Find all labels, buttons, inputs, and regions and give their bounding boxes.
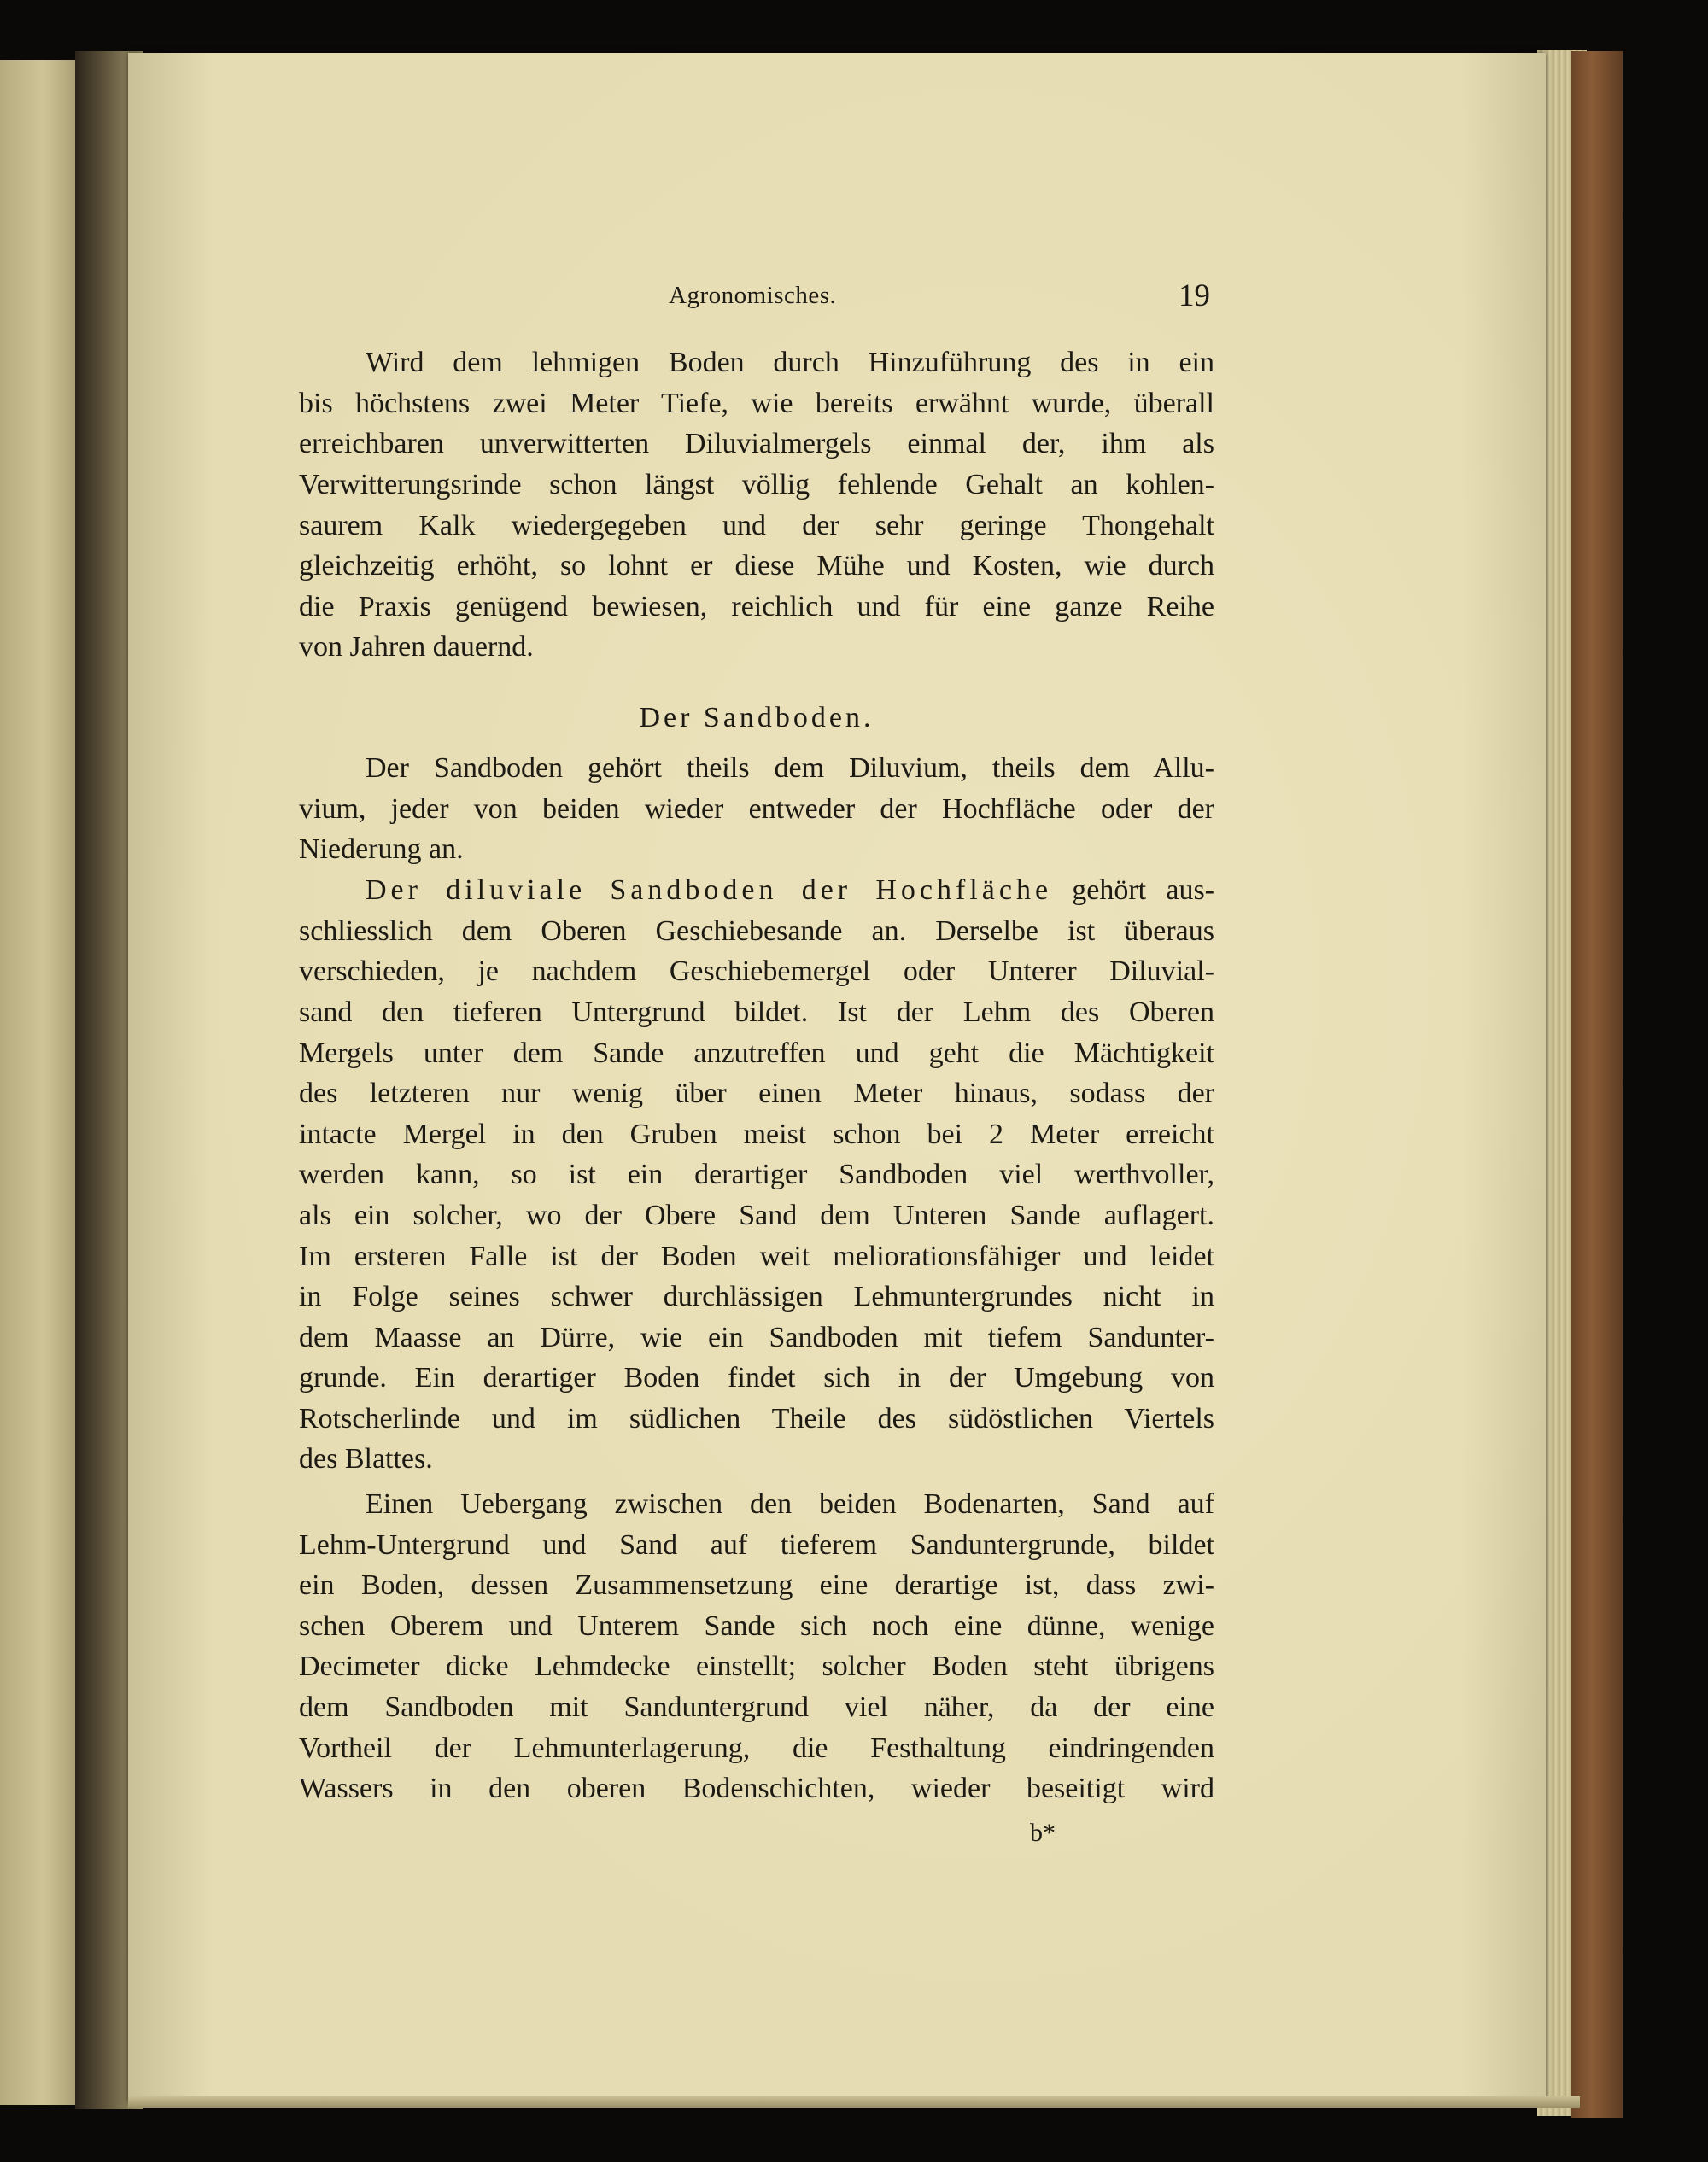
text-line: erreichbaren unverwitterten Diluvialmergels einmal der, ihm als — [299, 428, 1214, 459]
text-line: schliesslich dem Oberen Geschiebesande an. Derselbe ist überaus — [299, 915, 1214, 947]
book-cover-edge — [1571, 51, 1623, 2118]
text-line: von Jahren dauernd. — [299, 631, 534, 663]
text-line: Decimeter dicke Lehmdecke einstellt; solcher Boden steht übrigens — [299, 1651, 1214, 1682]
text-line: schen Oberem und Unterem Sande sich noch eine dünne, wenige — [299, 1610, 1214, 1642]
text-line: Einen Uebergang zwischen den beiden Bodenarten, Sand auf — [366, 1488, 1214, 1520]
text-line: des Blattes. — [299, 1443, 433, 1475]
text-line: Vortheil der Lehmunterlagerung, die Festhaltung eindringenden — [299, 1733, 1214, 1764]
running-head: Agronomisches. — [669, 282, 837, 309]
text-line: Der Sandboden gehört theils dem Diluvium, theils dem Allu- — [366, 752, 1214, 784]
text-line: sand den tieferen Untergrund bildet. Ist der Lehm des Oberen — [299, 996, 1214, 1028]
text-line: werden kann, so ist ein derartiger Sandboden viel werthvoller, — [299, 1159, 1214, 1190]
text-line — [366, 874, 1214, 908]
section-heading: Der Sandboden. — [639, 702, 874, 733]
text-line: Mergels unter dem Sande anzutreffen und geht die Mächtigkeit — [299, 1037, 1214, 1069]
facing-page-edge — [0, 60, 79, 2105]
text-line: Lehm-Untergrund und Sand auf tieferem Sanduntergrunde, bildet — [299, 1529, 1214, 1561]
signature-mark: b* — [1030, 1819, 1056, 1847]
text-line: bis höchstens zwei Meter Tiefe, wie bereits erwähnt wurde, überall — [299, 388, 1214, 419]
text-line: Verwitterungsrinde schon längst völlig fehlende Gehalt an kohlen- — [299, 469, 1214, 500]
text-line: Wird dem lehmigen Boden durch Hinzuführung des in ein — [366, 347, 1214, 378]
spaced-term: Der diluviale Sandboden der Hochfläche — [366, 874, 1053, 906]
text-line: Niederung an. — [299, 833, 464, 865]
page-number: 19 — [1179, 278, 1210, 313]
text-line: Rotscherlinde und im südlichen Theile des südöstlichen Viertels — [299, 1403, 1214, 1435]
text-line: des letzteren nur wenig über einen Meter hinaus, sodass der — [299, 1078, 1214, 1109]
text-line: dem Sandboden mit Sanduntergrund viel näher, da der eine — [299, 1692, 1214, 1723]
text-line: Im ersteren Falle ist der Boden weit meliorationsfähiger und leidet — [299, 1241, 1214, 1272]
text-line: gleichzeitig erhöht, so lohnt er diese Mühe und Kosten, wie durch — [299, 550, 1214, 581]
text-line: verschieden, je nachdem Geschiebemergel oder Unterer Diluvial- — [299, 955, 1214, 987]
text-line: grunde. Ein derartiger Boden findet sich in der Umgebung von — [299, 1362, 1214, 1394]
text-line: die Praxis genügend bewiesen, reichlich und für eine ganze Reihe — [299, 591, 1214, 622]
text-line: als ein solcher, wo der Obere Sand dem Unteren Sande auflagert. — [299, 1200, 1214, 1231]
text-line: intacte Mergel in den Gruben meist schon bei 2 Meter erreicht — [299, 1119, 1214, 1150]
text-line: ein Boden, dessen Zusammensetzung eine derartige ist, dass zwi- — [299, 1569, 1214, 1601]
text-line: Wassers in den oberen Bodenschichten, wieder beseitigt wird — [299, 1773, 1214, 1804]
text-line: saurem Kalk wiedergegeben und der sehr geringe Thongehalt — [299, 510, 1214, 541]
page-bottom-edge — [128, 2096, 1580, 2108]
text-line: vium, jeder von beiden wieder entweder der Hochfläche oder der — [299, 793, 1214, 825]
text-line: dem Maasse an Dürre, wie ein Sandboden mit tiefem Sandunter- — [299, 1322, 1214, 1353]
text-line: in Folge seines schwer durchlässigen Lehmuntergrundes nicht in — [299, 1281, 1214, 1312]
text-fragment: gehört aus- — [1072, 874, 1214, 906]
